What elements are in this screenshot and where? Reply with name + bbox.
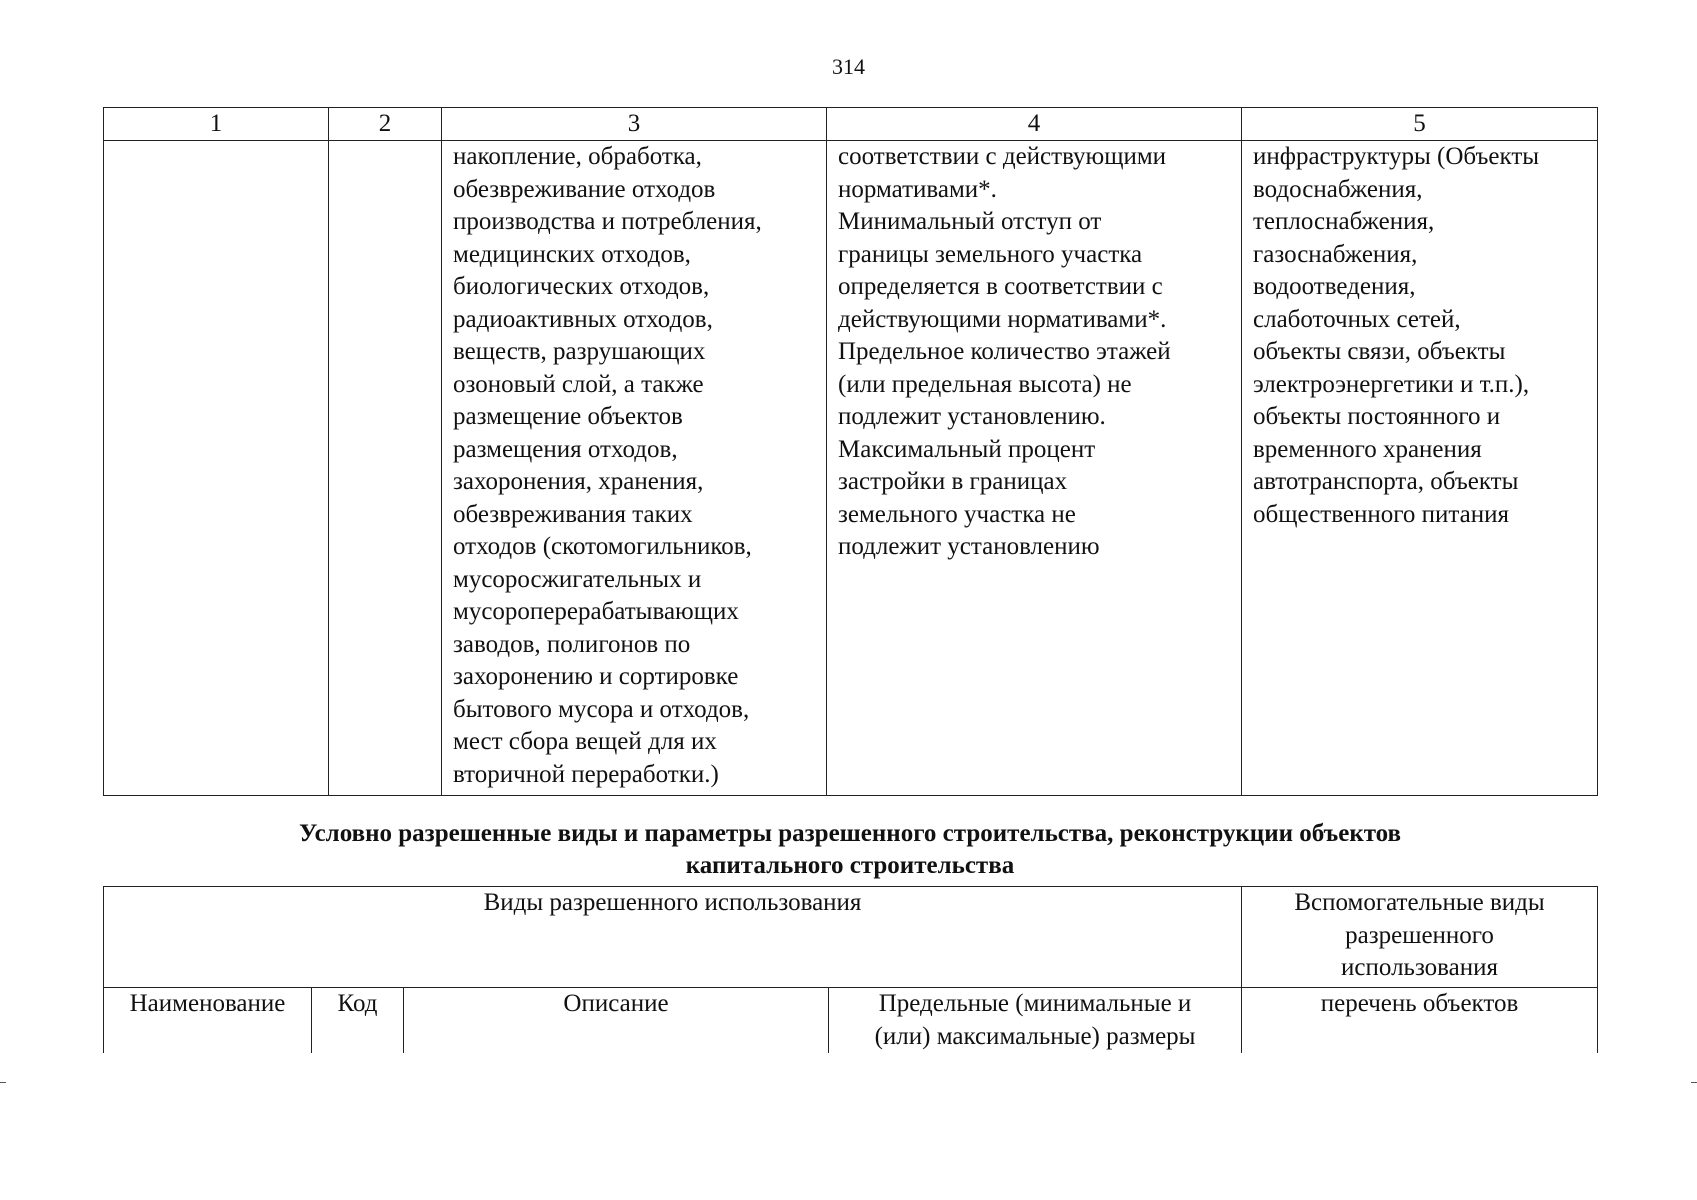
auxiliary-line: временного хранения xyxy=(1253,435,1482,463)
auxiliary-line: газоснабжения, xyxy=(1253,240,1418,268)
column-number-1: 1 xyxy=(104,108,329,141)
column-header-objects: перечень объектов xyxy=(1242,988,1598,1054)
description-line: захоронения, хранения, xyxy=(453,468,704,495)
column-header-limits xyxy=(829,988,1242,1054)
column-header-description: Описание xyxy=(404,988,829,1054)
auxiliary-line: инфраструктуры (Объекты xyxy=(1253,143,1540,170)
permitted-uses-header: Виды разрешенного использования xyxy=(104,887,1242,988)
description-line: захоронению и сортировке xyxy=(453,663,739,690)
limits-line: действующими нормативами*. xyxy=(838,305,1167,333)
column-header-row xyxy=(104,988,1598,1054)
section-title-line: капитального строительства xyxy=(685,852,1015,879)
cell-auxiliary-objects xyxy=(1242,141,1598,796)
description-line: медицинских отходов, xyxy=(453,240,691,268)
limits-line: нормативами*. xyxy=(838,175,997,203)
description-line: бытового мусора и отходов, xyxy=(453,695,750,723)
description-line: веществ, разрушающих xyxy=(453,338,706,365)
description-line: радиоактивных отходов, xyxy=(453,305,713,333)
limits-line: подлежит установлению. xyxy=(838,403,1106,430)
auxiliary-line: водоснабжения, xyxy=(1253,175,1423,203)
description-line: отходов (скотомогильников, xyxy=(453,533,752,560)
cell-limits xyxy=(827,141,1242,796)
auxiliary-header-line: использования xyxy=(1341,954,1499,981)
description-line: размещения отходов, xyxy=(453,435,678,463)
description-line: размещение объектов xyxy=(453,403,683,430)
description-line: обезвреживания таких xyxy=(453,500,693,528)
column-number-row xyxy=(104,108,1598,141)
column-header-name: Наименование xyxy=(104,988,312,1054)
zoning-table-continued xyxy=(103,107,1598,796)
cell-description xyxy=(442,141,827,796)
limits-line: определяется в соответствии с xyxy=(838,273,1163,300)
limits-line: Предельное количество этажей xyxy=(838,338,1171,365)
description-line: мусороперерабатывающих xyxy=(453,598,739,625)
limits-line: застройки в границах xyxy=(838,468,1068,495)
description-line: производства и потребления, xyxy=(453,208,762,235)
limits-header-line: Предельные (минимальные и xyxy=(878,990,1192,1017)
auxiliary-line: водоотведения, xyxy=(1253,273,1416,300)
limits-line: Максимальный процент xyxy=(838,435,1096,463)
auxiliary-line: электроэнергетики и т.п.), xyxy=(1253,370,1530,398)
limits-line: подлежит установлению xyxy=(838,533,1100,560)
auxiliary-header-line: Вспомогательные виды xyxy=(1294,889,1545,916)
auxiliary-uses-header xyxy=(1242,887,1598,988)
group-header-row xyxy=(104,887,1598,988)
table-row xyxy=(104,141,1598,796)
column-number-3: 3 xyxy=(442,108,827,141)
scan-edge-mark xyxy=(0,1082,6,1083)
auxiliary-line: общественного питания xyxy=(1253,500,1509,528)
section-title xyxy=(103,818,1597,882)
auxiliary-line: теплоснабжения, xyxy=(1253,208,1435,235)
limits-line: земельного участка не xyxy=(838,500,1076,528)
limits-line: границы земельного участка xyxy=(838,240,1143,268)
description-line: биологических отходов, xyxy=(453,273,710,300)
description-line: мусоросжигательных и xyxy=(453,565,702,593)
description-line: вторичной переработки.) xyxy=(453,760,719,788)
page-number: 314 xyxy=(832,54,865,79)
column-number-2: 2 xyxy=(329,108,442,141)
limits-line: (или предельная высота) не xyxy=(838,370,1132,398)
column-number-5: 5 xyxy=(1242,108,1598,141)
description-line: накопление, обработка, xyxy=(453,143,702,170)
auxiliary-header-line: разрешенного xyxy=(1345,921,1494,949)
auxiliary-line: объекты постоянного и xyxy=(1253,403,1501,430)
description-line: мест сбора вещей для их xyxy=(453,728,717,755)
cell-code xyxy=(329,141,442,796)
description-line: обезвреживание отходов xyxy=(453,175,716,203)
section-title-line: Условно разрешенные виды и параметры разрешенного строительства, реконструкции объектов xyxy=(298,820,1402,847)
column-number-4: 4 xyxy=(827,108,1242,141)
scan-edge-mark xyxy=(1691,1082,1697,1083)
description-line: озоновый слой, а также xyxy=(453,370,704,398)
limits-line: Минимальный отступ от xyxy=(838,208,1102,235)
description-line: заводов, полигонов по xyxy=(453,630,691,658)
limits-line: соответствии с действующими xyxy=(838,143,1167,170)
auxiliary-line: автотранспорта, объекты xyxy=(1253,468,1519,495)
column-header-code: Код xyxy=(312,988,404,1054)
cell-name xyxy=(104,141,329,796)
auxiliary-line: слаботочных сетей, xyxy=(1253,305,1461,333)
conditional-use-table xyxy=(103,886,1598,1053)
auxiliary-line: объекты связи, объекты xyxy=(1253,338,1506,365)
limits-header-line: (или) максимальные) размеры xyxy=(874,1022,1196,1050)
